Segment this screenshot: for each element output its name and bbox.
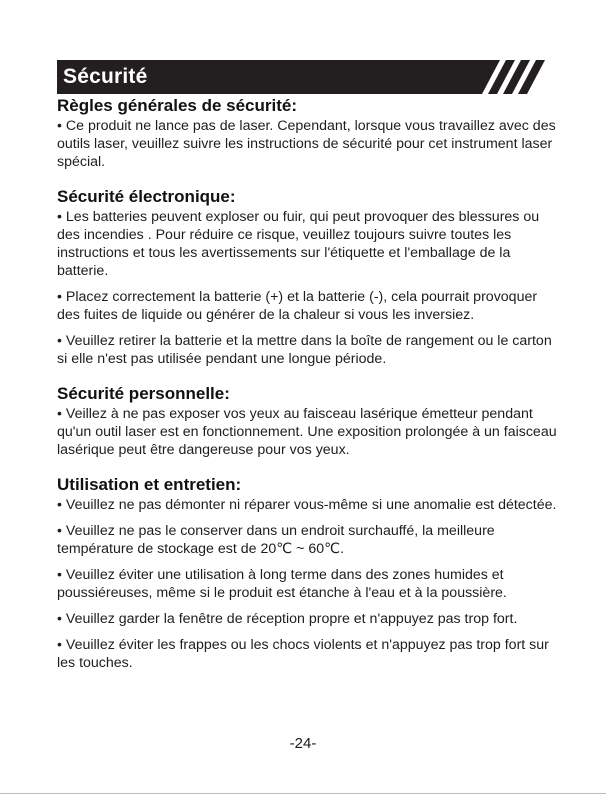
section-general-safety [57,96,557,171]
paragraph: • Veuillez ne pas démonter ni réparer vous-même si une anomalie est détectée. [57,497,557,513]
section-heading: Sécurité électronique: [57,187,236,206]
section-banner [57,60,545,94]
section-heading: Règles générales de sécurité: [57,96,298,115]
paragraph: • Veuillez ne pas le conserver dans un endroit surchauffé, la meilleure température de stockage est de 20℃ ~ 60℃. [57,523,495,557]
section-personal-safety [57,384,557,459]
page-number: -24- [289,735,317,752]
paragraph: • Veillez à ne pas exposer vos yeux au faisceau lasérique émetteur pendant qu'un outil laser est en fonctionnement. Une exposition prolongée à un faisceau lasérique peut être dangereuse pour vos yeux. [57,406,557,458]
paragraph: • Veuillez garder la fenêtre de réception propre et n'appuyez pas trop fort. [57,611,518,627]
paragraph: • Veuillez éviter une utilisation à long terme dans des zones humides et poussiéreuses, même si le produit est étanche à l'eau et à la poussière. [57,567,507,601]
content-body [57,96,557,672]
section-heading: Sécurité personnelle: [57,384,230,403]
paragraph: • Veuillez retirer la batterie et la mettre dans la boîte de rangement ou le carton si elle n'est pas utilisée pendant une longue période. [57,333,552,367]
section-heading: Utilisation et entretien: [57,475,242,494]
paragraph: • Ce produit ne lance pas de laser. Cependant, lorsque vous travaillez avec des outils laser, veuillez suivre les instructions de sécurité pour cet instrument laser spécial. [57,118,556,170]
paragraph: • Veuillez éviter les frappes ou les chocs violents et n'appuyez pas trop fort sur les touches. [57,637,549,671]
paragraph: • Les batteries peuvent exploser ou fuir, qui peut provoquer des blessures ou des incendies . Pour réduire ce risque, veuillez toujours suivre toutes les instructions et tous les avertissements sur l'étiquette et l'emballage de la batterie. [57,209,540,279]
page-title: Sécurité [63,65,148,88]
page-bottom-divider [0,793,606,794]
section-use-and-maintenance [57,475,557,672]
section-electronic-safety [57,187,557,368]
paragraph: • Placez correctement la batterie (+) et la batterie (-), cela pourrait provoquer des fuites de liquide ou générer de la chaleur si vous les inversiez. [57,289,538,323]
